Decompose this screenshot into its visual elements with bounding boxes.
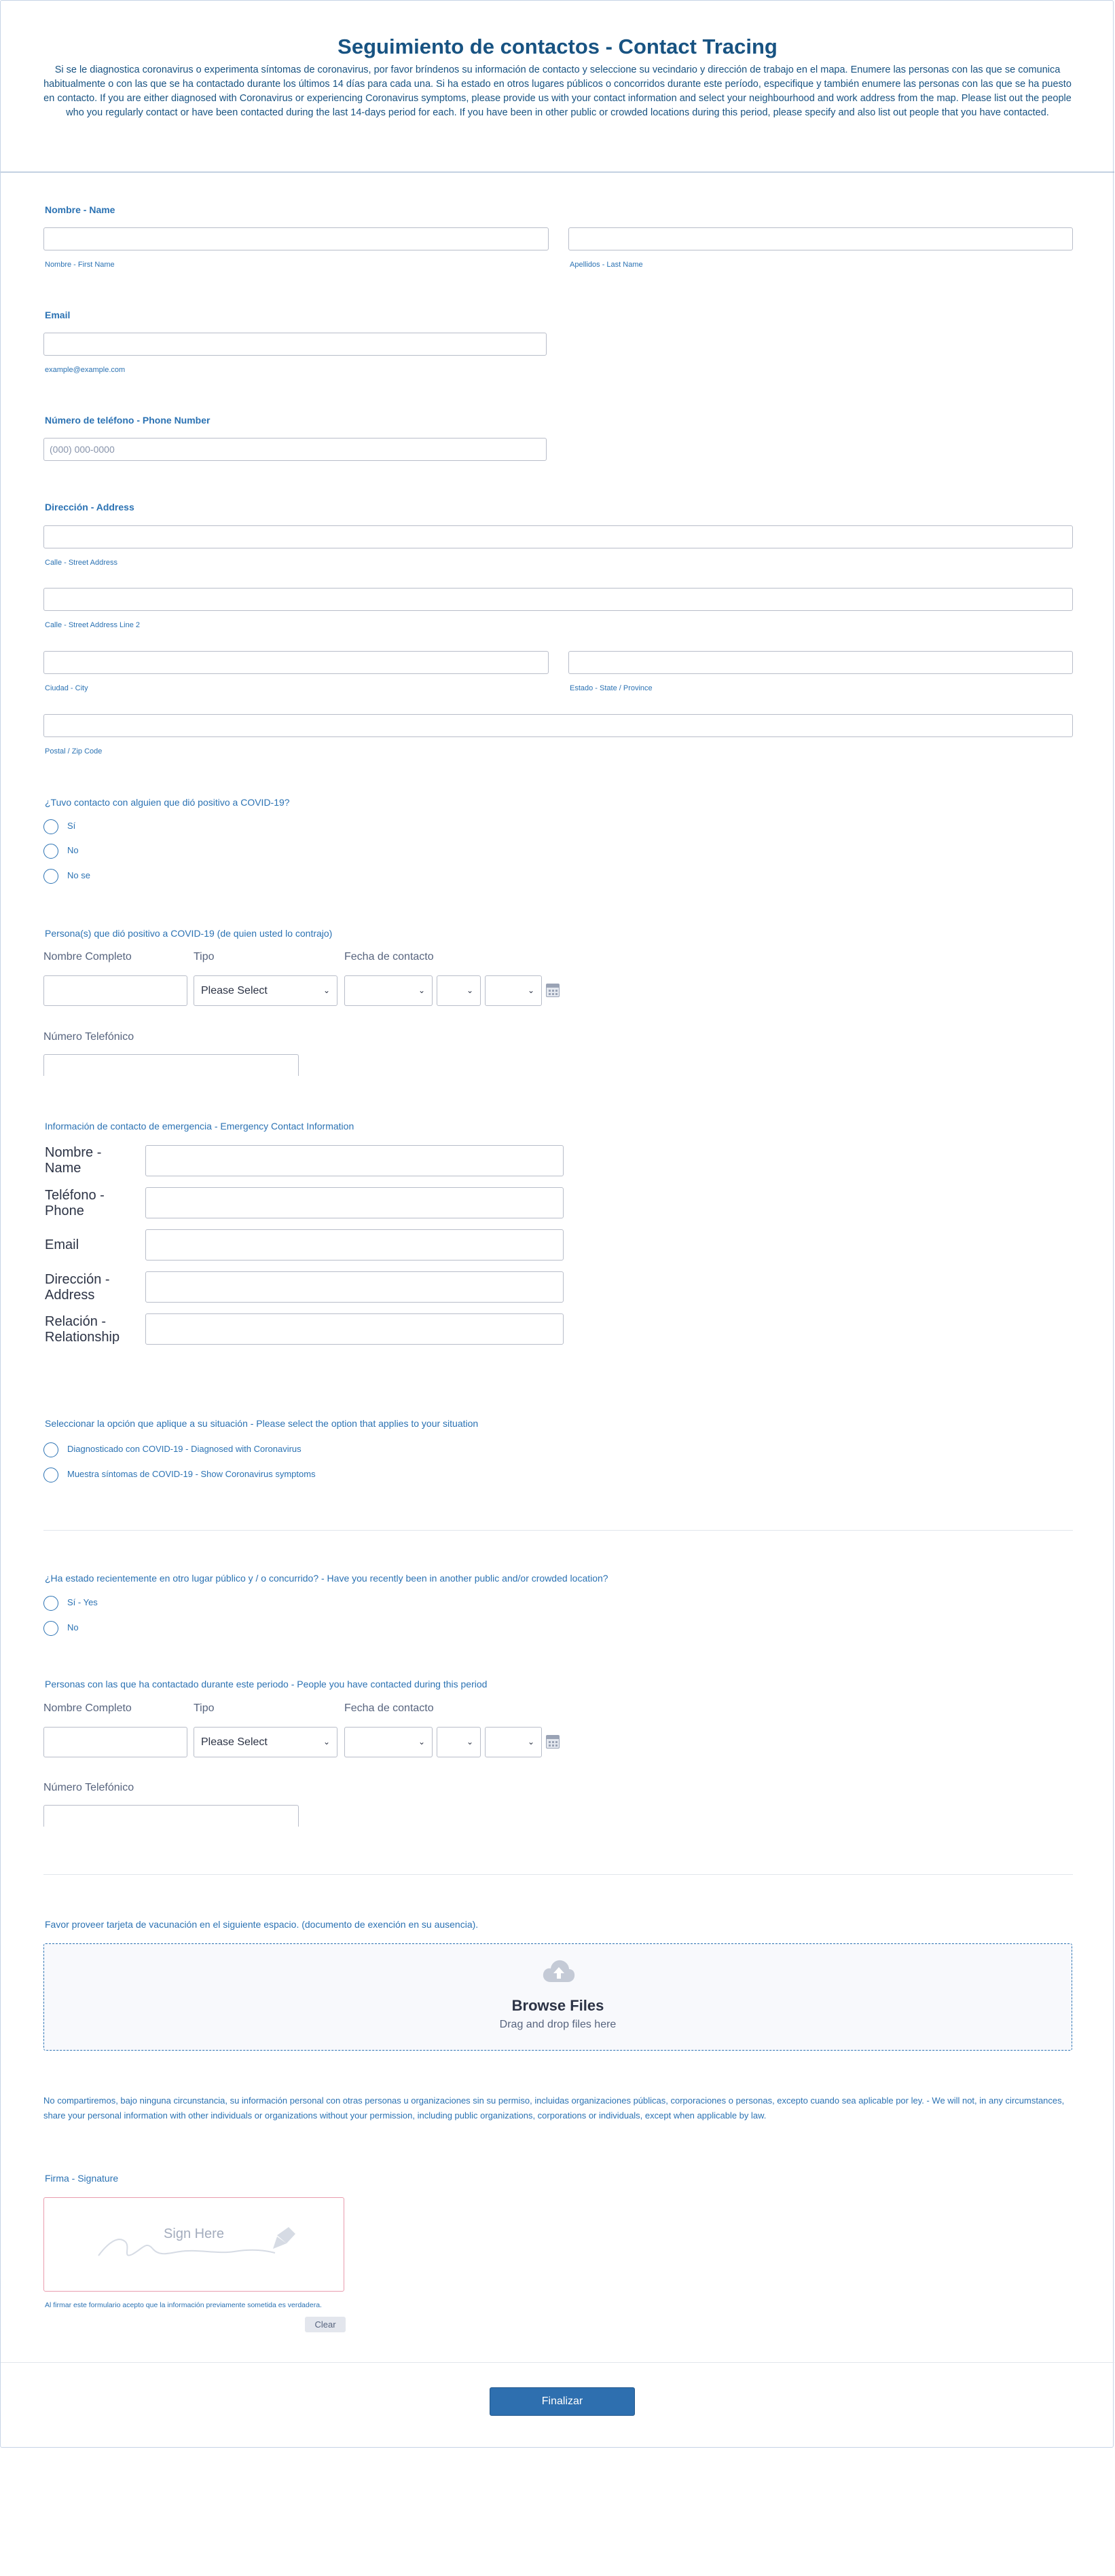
emergency-name-label: Nombre - Name (45, 1145, 102, 1176)
address-label: Dirección - Address (45, 502, 134, 512)
chevron-down-icon: ⌄ (527, 986, 534, 995)
state-input[interactable] (568, 651, 1073, 674)
name-label: Nombre - Name (45, 204, 115, 215)
radio-yes-label: Sí - Yes (67, 1597, 98, 1607)
radio-no-public[interactable] (43, 1621, 58, 1636)
contacted-month-select[interactable] (344, 1727, 433, 1757)
col-fecha: Fecha de contacto (344, 1702, 434, 1714)
radio-no-public-label: No (67, 1622, 79, 1632)
chevron-down-icon: ⌄ (466, 986, 473, 995)
email-label: Email (45, 310, 71, 320)
emergency-name-input[interactable] (145, 1145, 564, 1176)
chevron-down-icon: ⌄ (323, 1737, 330, 1747)
chevron-down-icon: ⌄ (466, 1737, 473, 1747)
email-sublabel: example@example.com (45, 366, 126, 374)
section-divider (43, 1874, 1073, 1875)
emergency-phone-input[interactable] (145, 1187, 564, 1218)
section-divider (43, 1530, 1073, 1531)
calendar-icon[interactable] (546, 1735, 560, 1749)
public-place-label: ¿Ha estado recientemente en otro lugar público y / o concurrido? - Have you recently been in another public and/or crowded location? (45, 1573, 608, 1584)
contact-positive-label: ¿Tuvo contacto con alguien que dió positivo a COVID-19? (45, 797, 290, 808)
positive-people-label: Persona(s) que dió positivo a COVID-19 (de quien usted lo contrajo) (45, 928, 333, 939)
phone-input[interactable]: (000) 000-0000 (43, 438, 547, 461)
col-telefono: Número Telefónico (43, 1782, 134, 1793)
street-address-line2-input[interactable] (43, 588, 1073, 611)
col-fecha: Fecha de contacto (344, 951, 434, 963)
contacted-year-select[interactable] (485, 1727, 542, 1757)
upload-cloud-icon (543, 1959, 575, 1983)
emergency-email-label: Email (45, 1237, 79, 1252)
vaccination-label: Favor proveer tarjeta de vacunación en el siguiente espacio. (documento de exención en su ausencia). (45, 1919, 479, 1930)
radio-symptoms-label: Muestra síntomas de COVID-19 - Show Coronavirus symptoms (67, 1469, 316, 1479)
radio-no-se-label: No se (67, 870, 90, 880)
first-name-input[interactable] (43, 227, 549, 250)
situation-label: Seleccionar la opción que aplique a su situación - Please select the option that applies to your situation (45, 1418, 479, 1429)
last-name-input[interactable] (568, 227, 1073, 250)
radio-si-label: Sí (67, 821, 76, 831)
positive-year-select[interactable] (485, 975, 542, 1006)
signature-label: Firma - Signature (45, 2173, 119, 2184)
street-address-input[interactable] (43, 525, 1073, 548)
clear-signature-button[interactable]: Clear (305, 2317, 346, 2332)
street-address-sublabel: Calle - Street Address (45, 559, 117, 567)
emergency-address-input[interactable] (145, 1271, 564, 1303)
first-name-sublabel: Nombre - First Name (45, 261, 115, 269)
contacted-type-select[interactable] (194, 1727, 337, 1757)
zip-input[interactable] (43, 714, 1073, 737)
col-tipo: Tipo (194, 1702, 215, 1714)
radio-no-label: No (67, 845, 79, 855)
page-title: Seguimiento de contactos - Contact Tracing (337, 35, 778, 58)
radio-diagnosed[interactable] (43, 1442, 58, 1457)
state-sublabel: Estado - State / Province (570, 684, 653, 692)
email-input[interactable] (43, 333, 547, 356)
chevron-down-icon: ⌄ (418, 986, 425, 995)
positive-type-select[interactable] (194, 975, 337, 1006)
privacy-notice: No compartiremos, bajo ninguna circunstancia, su información personal con otras personas u organizaciones sin su permiso, incluidas organizaciones públicas, corporaciones o personas, excepto cuando sea aplicable por ley. - We will not, in any circumstances, share your personal information with other individuals or organizations without your permission, including public organizations, corporations or individuals, except when applicable by law. (43, 2095, 1065, 2121)
positive-name-input[interactable] (43, 975, 187, 1006)
city-input[interactable] (43, 651, 549, 674)
col-tipo: Tipo (194, 951, 215, 963)
signature-note: Al firmar este formulario acepto que la información previamente sometida es verdadera. (45, 2301, 322, 2309)
emergency-email-input[interactable] (145, 1229, 564, 1261)
col-nombre: Nombre Completo (43, 1702, 132, 1714)
chevron-down-icon: ⌄ (323, 986, 330, 995)
contacted-name-input[interactable] (43, 1727, 187, 1757)
contacted-people-label: Personas con las que ha contactado durante este periodo - People you have contacted during this period (45, 1679, 488, 1690)
street-address-line2-sublabel: Calle - Street Address Line 2 (45, 621, 141, 629)
positive-day-select[interactable] (437, 975, 481, 1006)
select-value: Please Select (201, 985, 268, 996)
city-sublabel: Ciudad - City (45, 684, 88, 692)
emergency-relationship-label: Relación - Relationship (45, 1314, 120, 1345)
radio-si[interactable] (43, 819, 58, 834)
radio-no-se[interactable] (43, 869, 58, 884)
phone-label: Número de teléfono - Phone Number (45, 415, 211, 426)
submit-button[interactable]: Finalizar (490, 2387, 635, 2416)
pen-icon (260, 2232, 261, 2233)
radio-no[interactable] (43, 844, 58, 859)
radio-symptoms[interactable] (43, 1468, 58, 1482)
form-description: Si se le diagnostica coronavirus o experimenta síntomas de coronavirus, por favor bríndenos su información de contacto y seleccione su vecindario y dirección de trabajo en el mapa. Enumere las personas con las que se comunica habitualmente o con las que se ha contactado durante los últimos 14 días para cada una. Si ha estado en otros lugares públicos o concorridos durante este período, especifique y también enumere las personas con las que se ha puesto en contacto. If you are either diagnosed with Coronavirus or experiencing Coronavirus symptoms, please provide us with your contact information and select your neighbourhood and work address from the map. Please list out the people who you regularly contact or have been contacted during the last 14-days period for each. If you have been in other public or crowded locations during this period, please specify and also list out people that you have contacted. (43, 64, 1072, 118)
signature-pad[interactable] (43, 2197, 344, 2292)
file-upload-dropzone[interactable] (43, 1943, 1072, 2051)
drag-drop-hint: Drag and drop files here (499, 2019, 617, 2030)
signature-placeholder: Sign Here (164, 2226, 224, 2241)
col-telefono: Número Telefónico (43, 1031, 134, 1043)
footer-divider (1, 2362, 1114, 2363)
chevron-down-icon: ⌄ (527, 1737, 534, 1747)
emergency-relationship-input[interactable] (145, 1313, 564, 1345)
browse-files-button[interactable]: Browse Files (511, 1997, 604, 2014)
positive-month-select[interactable] (344, 975, 433, 1006)
zip-sublabel: Postal / Zip Code (45, 747, 103, 755)
col-nombre: Nombre Completo (43, 951, 132, 963)
contacted-phone-input[interactable] (43, 1805, 299, 1827)
contacted-day-select[interactable] (437, 1727, 481, 1757)
positive-phone-input[interactable] (43, 1054, 299, 1076)
emergency-phone-label: Teléfono - Phone (45, 1188, 105, 1218)
chevron-down-icon: ⌄ (418, 1737, 425, 1747)
calendar-icon[interactable] (546, 984, 560, 997)
radio-yes[interactable] (43, 1596, 58, 1611)
emergency-address-label: Dirección - Address (45, 1272, 110, 1303)
select-value: Please Select (201, 1736, 268, 1748)
radio-diagnosed-label: Diagnosticado con COVID-19 - Diagnosed with Coronavirus (67, 1444, 301, 1454)
last-name-sublabel: Apellidos - Last Name (570, 261, 643, 269)
emergency-label: Información de contacto de emergencia - Emergency Contact Information (45, 1121, 354, 1132)
